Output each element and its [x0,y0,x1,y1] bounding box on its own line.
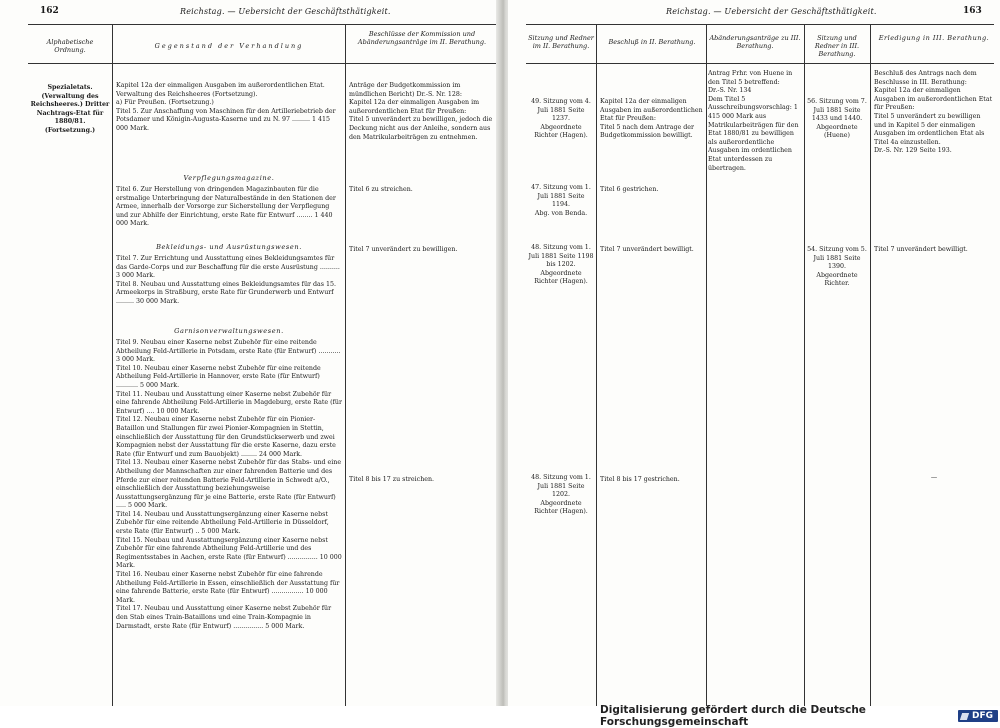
running-head: Reichstag. — Uebersicht der Geschäftsthätigkeit. [180,7,391,16]
commission-decision: Anträge der Budgetkommission im mündlichen Bericht) Dr.-S. Nr. 128: Kapitel 12a der einmaligen Ausgaben im außerordentlichen Etat für Preußen: Titel 5 unverändert zu bewilligen, jedoch die Deckung nicht aus der Anleihe, sondern aus den Matrikularbeiträgen zu entnehmen. [349,82,493,141]
decision-cell: Titel 6 gestrichen. [600,186,659,193]
funding-footer [600,703,1000,728]
decision-cell: Kapitel 12a der einmaligen Ausgaben im außerordentlichen Etat für Preußen: Titel 5 nach dem Antrage der Budgetkommission bewilligt. [600,98,703,140]
commission-decision: Titel 8 bis 17 zu streichen. [349,476,435,483]
page-number: 162 [40,6,59,16]
session-cell: 49. Sitzung vom 4. Juli 1881 Seite 1237. Abgeordnete Richter (Hagen). [531,98,591,140]
session-cell: 48. Sitzung vom 1. Juli 1881 Seite 1198 bis 1202. Abgeordnete Richter (Hagen). [528,244,594,286]
column-header-sitzung-3: Sitzung und Redner in III. Berathung. [814,34,860,58]
item-text: Titel 6. Zur Herstellung von dringenden Magazinbauten für die erstmalige Unterbringung der Naturalbestände in den Stationen der Armee, innerhalb der Vorsorge zur Sicherstellung der Verpflegung und zur Abhilfe der Einrichtung, erste Rate für Entwurf ........ 1 440 000 Mark. [116,186,336,228]
session-3-cell: 56. Sitzung vom 7. Juli 1881 Seite 1433 und 1440. Abgeordnete (Huene) [807,98,867,140]
column-header-sitzung: Sitzung und Redner im II. Berathung. [528,34,594,50]
result-cell: Beschluß des Antrags nach dem Beschlusse in III. Berathung: Kapitel 12a der einmaligen Ausgaben im außerordentlichen Etat für Preußen: Titel 5 unverändert zu bewilligen und in Kapitel 5 der einmaligen Ausgaben im ordentlichen Etat als Titel 4a einzustellen. Dr.-S. Nr. 129 Seite 193. [874,70,993,155]
session-cell: 48. Sitzung vom 1. Juli 1881 Seite 1202. Abgeordnete Richter (Hagen). [531,474,591,516]
page-number: 163 [963,6,982,16]
column-header-gegenstand: Gegenstand der Verhandlung [154,42,304,50]
running-head: Reichstag. — Uebersicht der Geschäftsthätigkeit. [666,7,877,16]
column-header-ordnung: Alphabetische Ordnung. [46,38,94,54]
commission-decision: Titel 7 unverändert zu bewilligen. [349,246,458,253]
result-cell: — [930,474,938,481]
column-header-beschluss: Beschluß in II. Berathung. [608,38,696,46]
dfg-logo: DFG [958,710,998,722]
item-text: Kapitel 12a der einmaligen Ausgaben im außerordentlichen Etat. Verwaltung des Reichsheeres (Fortsetzung). a) Für Preußen. (Fortsetzung.) Titel 5. Zur Anschaffung von Maschinen für den Artilleriebetrieb der Potsdamer und Königin-Augusta-Kaserne und zu N. 97 ......... 1 415 000 Mark. [116,82,336,132]
decision-cell: Titel 7 unverändert bewilligt. [600,246,694,253]
commission-decision: Titel 6 zu streichen. [349,186,413,193]
subheading: Verpflegungsmagazine. [183,174,275,182]
footer-text: Digitalisierung gefördert durch die Deutsche Forschungsgemeinschaft [600,703,866,728]
right-page [508,0,1000,706]
item-text: Titel 7. Zur Errichtung und Ausstattung eines Bekleidungsamtes für das Garde-Corps und zur Beschaffung für die erste Ausrüstung .......... 3 000 Mark. Titel 8. Neubau und Ausstattung eines Bekleidungsamtes für das 15. Armeekorps in Straßburg, erste Rate für Grunderwerb und Entwurf ......... 30 000 Mark. [116,255,340,305]
amendment-cell: Antrag Frhr. von Huene in den Titel 5 betreffend: Dr.-S. Nr. 134 Dem Titel 5 Ausschreibungsvorschlag: 1 415 000 Mark aus Matrikularbeiträgen für den Etat 1880/81 zu bewilligen als außerordentliche Ausgaben im ordentlichen Etat unterdessen zu übertragen. [708,70,799,172]
decision-cell: Titel 8 bis 17 gestrichen. [600,476,680,483]
left-page [0,0,500,706]
result-cell: Titel 7 unverändert bewilligt. [874,246,968,253]
item-text: Titel 9. Neubau einer Kaserne nebst Zubehör für eine reitende Abtheilung Feld-Artillerie in Potsdam, erste Rate (für Entwurf) ........... 3 000 Mark. Titel 10. Neubau einer Kaserne nebst Zubehör für eine reitende Abtheilung Feld-Artillerie in Hannover, erste Rate (für Entwurf) ........... 5 000 Mark. Titel 11. Neubau und Ausstattung einer Kaserne nebst Zubehör für eine fahrende Abtheilung Feld-Artillerie in Magdeburg, erste Rate (für Entwurf) .... 10 000 Mark. Titel 12. Neubau einer Kaserne nebst Zubehör für ein Pionier-Bataillon und Stallungen für zwei Pionier-Kompagnien in Stettin, einschließlich der Ausstattung für den Grundstückserwerb und zwei Kompagnien nebst der Ausstattung für die erste Kaserne, dazu erste Rate (für Entwurf und zum Bauobjekt) ........ 24 000 Mark. Titel 13. Neubau einer Kaserne nebst Zubehör für das Stabs- und eine Abtheilung der Mannschaften zur einer fahrenden Batterie und des Pferde zur einer reitenden Batterie Feld-Artillerie in Schwedt a/O., einschließlich der Ausstattung beziehungsweise Ausstattungsergänzung für je eine Batterie, erste Rate (für Entwurf) ..... 5 000 Mark. Titel 14. Neubau und Ausstattungsergänzung einer Kaserne nebst Zubehör für eine reitende Abtheilung Feld-Artillerie in Düsseldorf, erste Rate (für Entwurf) .. 5 000 Mark. Titel 15. Neubau und Ausstattungsergänzung einer Kaserne nebst Zubehör für eine fahrende Abtheilung Feld-Artillerie und des Regimentsstabes in Aachen, erste Rate (für Entwurf) ............... 10 000 Mark. Titel 16. Neubau einer Kaserne nebst Zubehör für eine fahrende Abtheilung Feld-Artillerie in Essen, einschließlich der Ausstattung für eine fahrende Batterie, erste Rate (für Entwurf) ................ 10 000 Mark. Titel 17. Neubau und Ausstattung einer Kaserne nebst Zubehör für den Stab eines Train-Bataillons und eine Train-Kompagnie in Darmstadt, erste Rate (für Entwurf) ............... 5 000 Mark. [116,339,342,630]
session-cell: 47. Sitzung vom 1. Juli 1881 Seite 1194. Abg. von Benda. [531,184,591,217]
session-3-cell: 54. Sitzung vom 5. Juli 1881 Seite 1390. Abgeordnete Richter. [807,246,867,288]
subheading: Garnisonverwaltungswesen. [174,327,284,335]
category-label: Spezialetats. (Verwaltung des Reichsheeres.) Dritter Nachtrags-Etat für 1880/81. (Fortsetzung.) [30,84,110,134]
column-header-beschluesse: Beschlüsse der Kommission und Abänderungsanträge im II. Berathung. [357,30,487,46]
column-header-erledigung: Erledigung in III. Berathung. [878,34,990,42]
subheading: Bekleidungs- und Ausrüstungswesen. [156,243,302,251]
column-header-antraege: Abänderungsanträge zu III. Berathung. [709,34,801,50]
